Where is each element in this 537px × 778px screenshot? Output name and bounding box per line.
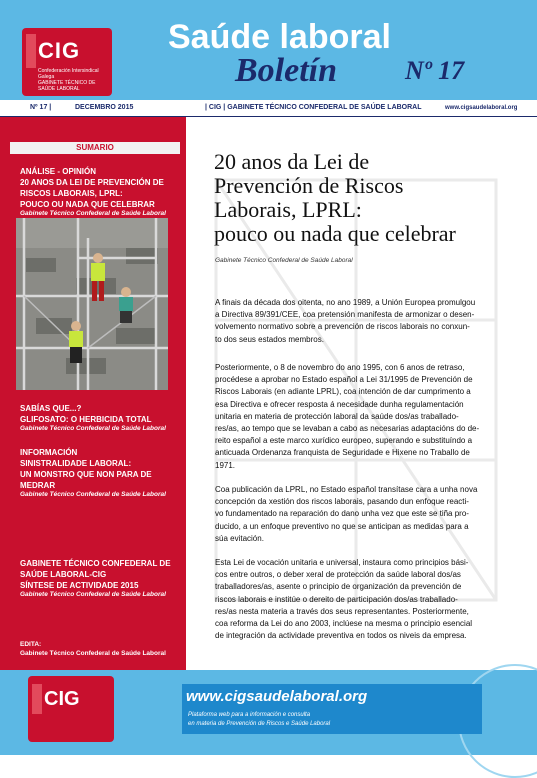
text-line: Posteriormente, o 8 de novembro do ano 1995, con 6 anos de retraso, <box>215 363 465 372</box>
article-author: Gabinete Técnico Confederal de Saúde Laboral <box>215 257 353 264</box>
logo-caption-line2: GABINETE TÉCNICO DE SAÚDE LABORAL <box>38 80 96 92</box>
text-line: ducido, a un enfoque preventivo no que se anticipan as medidas para a <box>215 521 469 531</box>
issue-org: | CIG | GABINETE TÉCNICO CONFEDERAL DE SAÚDE LABORAL <box>205 104 422 111</box>
text-line: traballadores/as, asente o principio de organización da prevención de <box>215 582 462 592</box>
edita-label: EDITA: <box>20 641 42 648</box>
article-paragraph <box>215 484 521 545</box>
summary-line: GLIFOSATO: O HERBICIDA TOTAL <box>20 415 152 424</box>
text-line: to dos seus estados membros. <box>215 334 324 344</box>
article-title-line: Prevención de Riscos <box>214 173 404 198</box>
footer-logo-text: CIG <box>44 688 80 710</box>
issue-date: DECEMBRO 2015 <box>75 104 134 111</box>
text-line: anticuada Ordenanza franquista de Seguridade e Hixene no Traballo de <box>215 448 470 458</box>
text-line: 1971. <box>215 460 236 470</box>
summary-line: SÍNTESE DE ACTIVIDADE 2015 <box>20 581 139 590</box>
summary-line: INFORMACIÓN <box>20 448 78 457</box>
edita-block <box>20 640 180 658</box>
article-title-line: Laborais, LPRL: <box>214 197 362 222</box>
summary-line: ANÁLISE - OPINIÓN <box>20 167 97 176</box>
masthead-title: Saúde laboral <box>168 18 391 56</box>
summary-item-accidents[interactable] <box>20 447 180 498</box>
text-line: concepción da xestión dos riscos laborais, pasando dun enfoque reacti- <box>215 497 469 507</box>
text-line: cos entre outros, o deber xeral de protección da saúde laboral dos/as <box>215 570 461 580</box>
text-line: Coa publicación da LPRL, no Estado español transítase cara a unha nova <box>215 485 478 494</box>
footer-caption-line1: Plataforma web para a información e consulta <box>188 712 311 718</box>
logo-caption-line1: Confederación Intersindical Galega <box>38 68 99 80</box>
logo-caption <box>38 68 108 92</box>
text-line: res/as, ao tempo que se levaban a cabo as necesarias adaptacións do de- <box>215 424 480 434</box>
footer-url-link[interactable]: www.cigsaudelaboral.org <box>186 688 368 705</box>
summary-title: SUMARIO <box>10 142 180 154</box>
text-line: súa evitación. <box>215 533 264 543</box>
text-line: res/as nesta materia a través dos seus representantes. Posteriormente, <box>215 606 469 616</box>
text-line: vo fundamentado na reparación do dano unha vez que este se tiña pro- <box>215 509 469 519</box>
summary-item-activity[interactable] <box>20 558 180 598</box>
logo-cube-icon <box>26 34 36 68</box>
summary-line: MEDRAR <box>20 481 56 490</box>
footer-cig-logo <box>28 676 114 742</box>
summary-line: GABINETE TÉCNICO CONFEDERAL DE <box>20 559 171 568</box>
text-line: unitaria en materia de protección laboral da saúde dos/as traballado- <box>215 411 459 421</box>
cig-logo <box>22 28 112 96</box>
text-line: Riscos Laborais (en adiante LPRL), coa intención de dar cumprimento a <box>215 387 471 397</box>
text-line: reito español a este marco xurídico europeo, superando e substituíndo a <box>215 436 473 446</box>
logo-cube-icon <box>32 684 42 714</box>
text-line: procédese a aprobar no Estado español a Lei 31/1995 de Prevención de <box>215 375 473 385</box>
text-line: volvemento normativo sobre a prevención de riscos laborais no conxun- <box>215 322 470 332</box>
summary-line: SABÍAS QUE...? <box>20 404 82 413</box>
issue-url-link[interactable]: www.cigsaudelaboral.org <box>445 105 518 111</box>
scaffold-workers-photo <box>16 218 168 390</box>
summary-source: Gabinete Técnico Confederal de Saúde Laboral <box>20 591 166 598</box>
summary-line: SINISTRALIDADE LABORAL: <box>20 459 132 468</box>
text-line: esa Directiva e ofrecer resposta á necesidade dunha regulamentación <box>215 399 464 409</box>
text-line: A finais da década dos oitenta, no ano 1989, a Unión Europea promulgou <box>215 298 476 307</box>
article-title <box>214 150 519 246</box>
masthead-subtitle: Boletín <box>235 52 338 89</box>
edita-value: Gabinete Técnico Confederal de Saúde Laboral <box>20 650 166 657</box>
masthead-number: Nº 17 <box>405 56 465 85</box>
summary-line: RISCOS LABORAIS, LPRL: <box>20 189 123 198</box>
summary-line: UN MONSTRO QUE NON PARA DE <box>20 470 152 479</box>
article-title-line: pouco ou nada que celebrar <box>214 221 456 246</box>
summary-item-opinion[interactable] <box>20 166 180 217</box>
article-paragraph <box>215 297 521 346</box>
article-paragraph <box>215 362 521 472</box>
issue-number: Nº 17 | <box>30 104 52 111</box>
article-title-line: 20 anos da Lei de <box>214 149 370 174</box>
text-line: a Directiva 89/391/CEE, coa pretensión manifesta de armonizar o desen- <box>215 310 475 320</box>
footer-caption-line2: en materia de Prevención de Riscos e Saúde Laboral <box>188 721 331 727</box>
summary-source: Gabinete Técnico Confederal de Saúde Laboral <box>20 491 166 498</box>
summary-source: Gabinete Técnico Confederal de Saúde Laboral <box>20 210 166 217</box>
summary-item-glyphosate[interactable] <box>20 403 180 432</box>
article-paragraph <box>215 557 521 642</box>
issue-strip <box>0 100 537 117</box>
summary-line: SAÚDE LABORAL-CIG <box>20 570 107 579</box>
text-line: riscos laborais e institúe o dereito de participación dos/as traballado- <box>215 594 458 604</box>
summary-source: Gabinete Técnico Confederal de Saúde Laboral <box>20 425 166 432</box>
logo-text: CIG <box>38 38 81 63</box>
text-line: Esta Lei de vocación unitaria e universal, instaura como principios bási- <box>215 558 469 567</box>
summary-line: 20 ANOS DA LEI DE PREVENCIÓN DE <box>20 178 164 187</box>
text-line: coa reforma da Lei do ano 2003, inclúese na mesma o principio esencial <box>215 619 473 629</box>
text-line: de integración da actividade preventiva en todos os niveis da empresa. <box>215 631 467 641</box>
summary-line: POUCO OU NADA QUE CELEBRAR <box>20 200 155 209</box>
